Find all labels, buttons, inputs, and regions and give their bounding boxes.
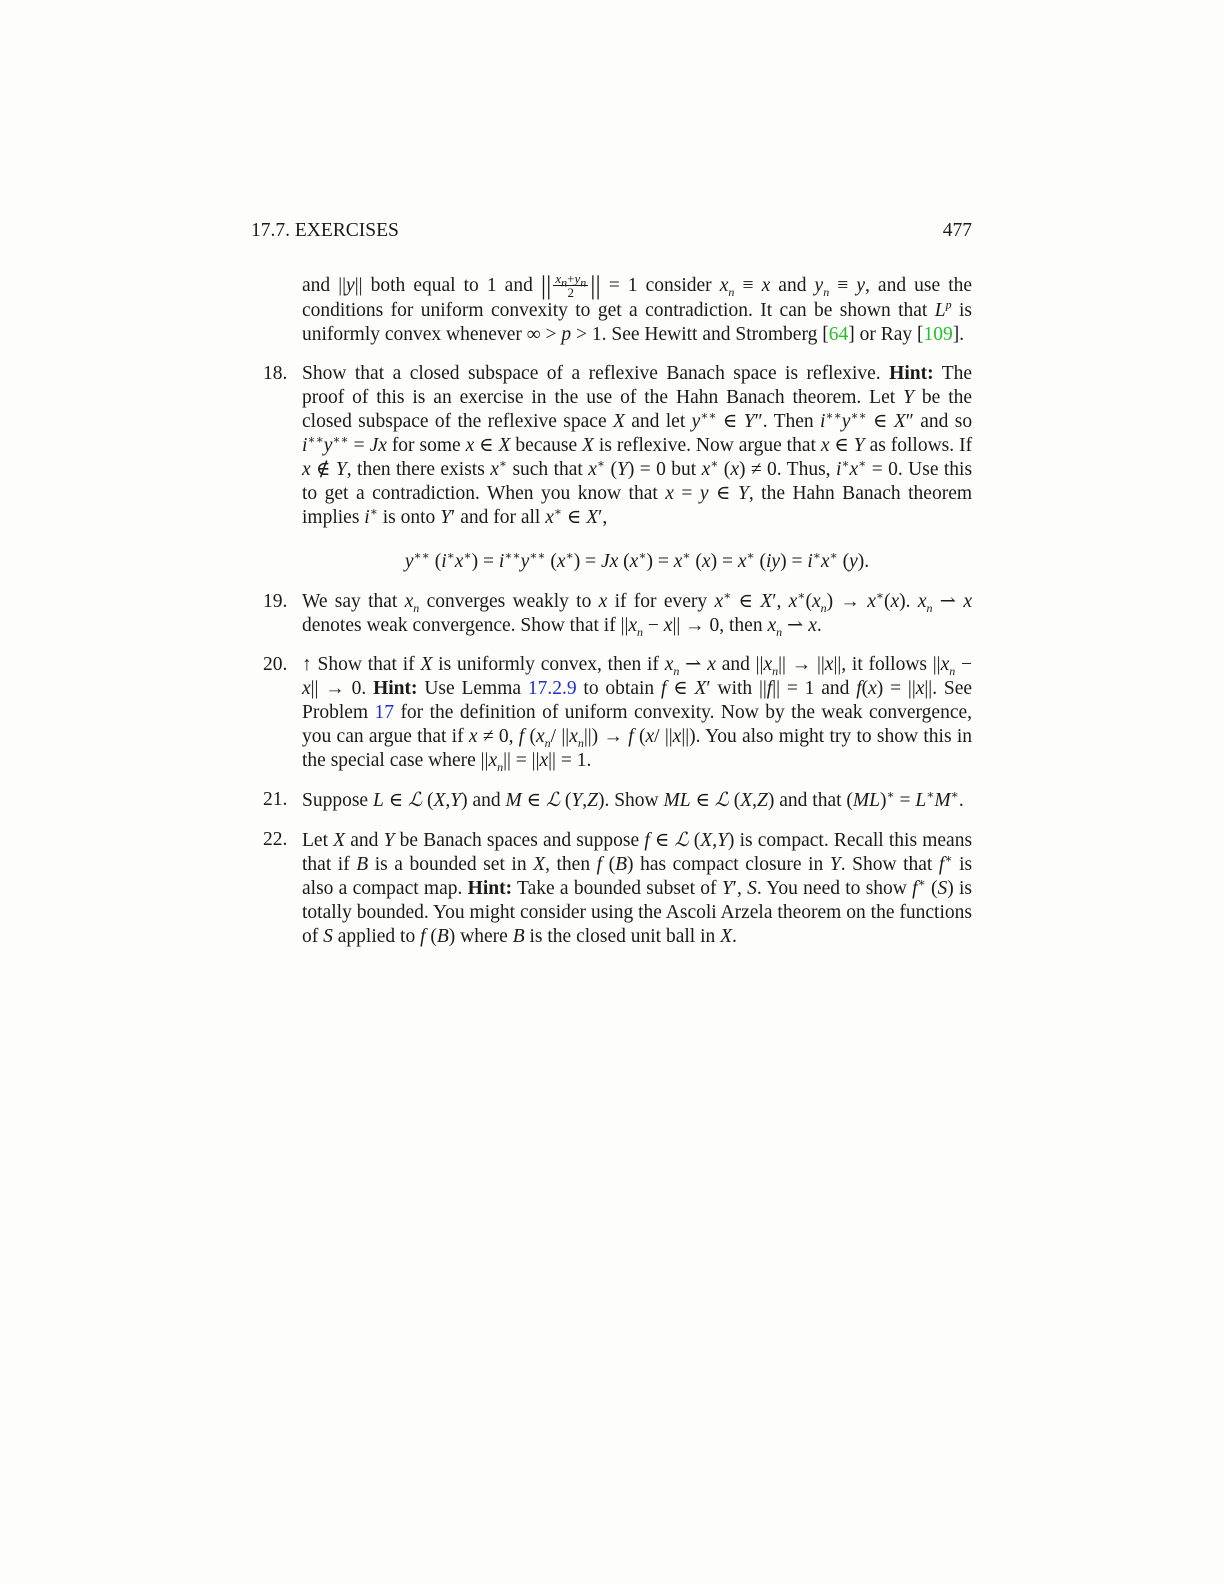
display-equation: y∗∗ (i∗x∗) = i∗∗y∗∗ (x∗) = Jx (x∗) = x∗ (x) = x∗ (iy) = i∗x∗ (y). <box>404 548 870 572</box>
exercise-number: 21. <box>263 789 288 810</box>
problem-link[interactable]: 17 <box>374 702 395 723</box>
running-header <box>251 220 972 248</box>
hint-label: Hint: <box>373 678 418 699</box>
exercise-number: 22. <box>263 829 288 850</box>
hint-label: Hint: <box>889 363 934 384</box>
lemma-link[interactable]: 17.2.9 <box>527 678 577 699</box>
page-body <box>263 272 972 949</box>
exercise-20: 20. ↑ Show that if X is uniformly convex, then if $x_n$ ⇀ x and $||x_n|| \to ||x||$, it follows $||x_n - x|| \to 0$. Hint: Use Lemma 17.2.9 to obtain f ∈ X′ with ||f|| = 1 and f(x) = ||x||. See Problem 17 for the definition of uniform convexity. Now by the weak convergence, you can argue that if x ≠ 0, f ($x_n/$ $||x_n||) \to f$ (x/ ||x||). You also might try to show this in the special case where $||x_n|| = ||x|| = 1$. <box>263 654 973 774</box>
exercise-21: 21. Suppose L ∈ ℒ (X,Y) and M ∈ ℒ (Y,Z). Show ML ∈ ℒ (X,Z) and that (ML)∗ = L∗M∗. <box>263 787 964 811</box>
section-title: 17.7. EXERCISES <box>251 220 399 241</box>
exercise-number: 18. <box>263 363 288 384</box>
exercise-19: 19. We say that $x_n$ converges weakly to x if for every x∗ ∈ X′, $x^∗(x_n) \to x^∗(x)$. $x_n$ ⇀ x denotes weak convergence. Show that if $||x_n - x|| \to 0$, then $x_n$ ⇀ x. <box>263 588 973 639</box>
continued-paragraph: and ||y|| both equal to 1 and || $\frac{x_n+y_n}{2}$ || = 1 consider $x_n \equiv x$ and $y_n \equiv y$, and use the conditions for uniform convexity to get a contradiction. It can be shown that $L^p$ is uniformly convex whenever ∞ > p > 1. See Hewitt and Stromberg [64] or Ray [109]. <box>302 271 973 345</box>
exercise-22: 22. Let X and Y be Banach spaces and suppose f ∈ ℒ (X,Y) is compact. Recall this means that if B is a bounded set in X, then f (B) has compact closure in Y. Show that f∗ is also a compact map. Hint: Take a bounded subset of Y′, S. You need to show f∗ (S) is totally bounded. You might consider using the Ascoli Arzela theorem on the functions of S applied to f (B) where B is the closed unit ball in X. <box>263 828 973 947</box>
exercise-number: 19. <box>263 591 288 612</box>
exercise-18: 18. Show that a closed subspace of a reflexive Banach space is reflexive. Hint: The proof of this is an exercise in the use of the Hahn Banach theorem. Let Y be the closed subspace of the reflexive space X and let y∗∗ ∈ Y″. Then i∗∗y∗∗ ∈ X″ and so i∗∗y∗∗ = Jx for some x ∈ X because X is reflexive. Now argue that x ∈ Y as follows. If x ∉ Y, then there exists x∗ such that x∗ (Y) = 0 but x∗ (x) ≠ 0. Thus, i∗x∗ = 0. Use this to get a contradiction. When you know that x = y ∈ Y, the Hahn Banach theorem implies i∗ is onto Y′ and for all x∗ ∈ X′, <box>263 363 973 528</box>
citation-109[interactable]: 109 <box>923 324 953 345</box>
exercise-number: 20. <box>263 654 288 675</box>
citation-64[interactable]: 64 <box>828 324 849 345</box>
hint-label: Hint: <box>467 878 513 899</box>
page-number: 477 <box>942 220 972 241</box>
